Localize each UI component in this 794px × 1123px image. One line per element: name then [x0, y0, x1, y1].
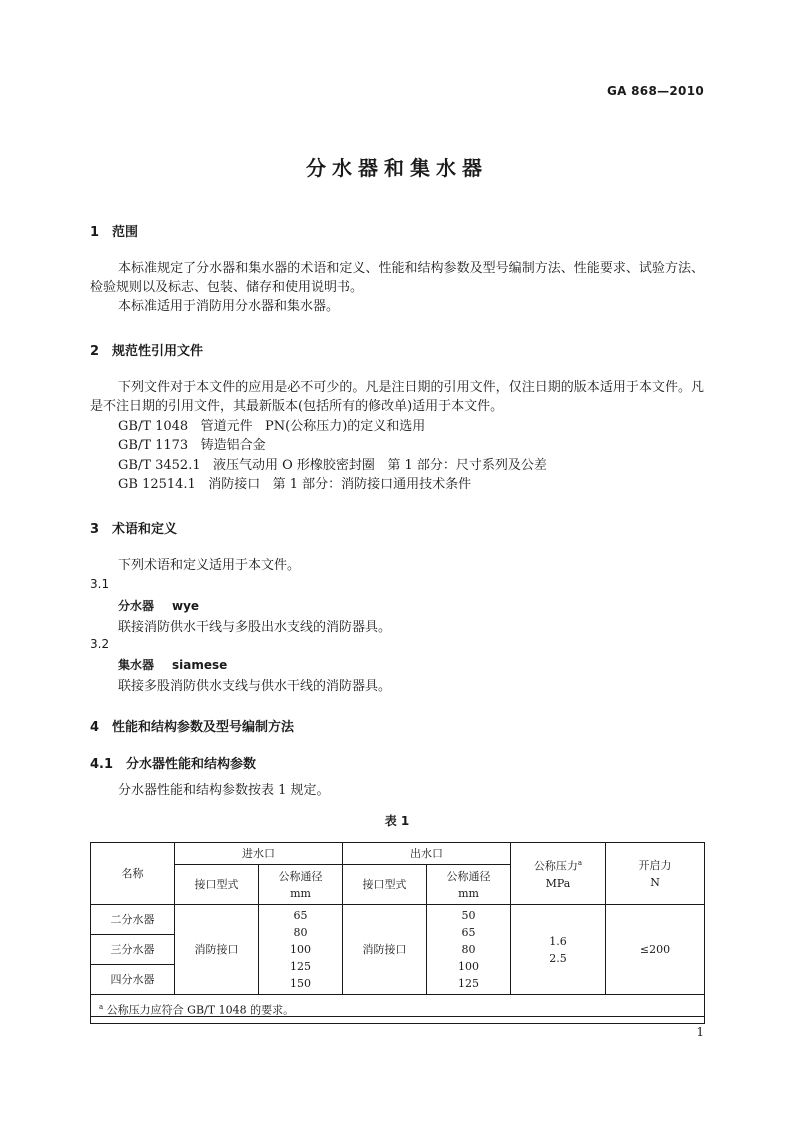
- term-definition: 联接多股消防供水支线与供水干线的消防器具。: [118, 679, 392, 694]
- outlet-dia-cell: [427, 905, 511, 995]
- reference-item: GB/T 1048 管道元件 PN(公称压力)的定义和选用: [118, 419, 426, 434]
- dia-label: 公称通径: [446, 869, 491, 883]
- paragraph: 本标准规定了分水器和集水器的术语和定义、性能和结构参数及型号编制方法、性能要求、试验方法、检验规则以及标志、包装、储存和使用说明书。: [90, 261, 704, 295]
- section-1-body: [90, 259, 704, 316]
- dia-label: 公称通径: [278, 869, 323, 883]
- term-cn: 分水器: [118, 599, 155, 613]
- term-number: 3.1: [90, 577, 110, 591]
- paragraph: 下列文件对于本文件的应用是必不可少的。凡是注日期的引用文件，仅注日期的版本适用于本文件。凡是不注日期的引用文件，其最新版本(包括所有的修改单)适用于本文件。: [90, 380, 704, 414]
- section-number: 1: [90, 225, 100, 240]
- section-1-heading: [90, 221, 138, 240]
- header-inlet: 进水口: [175, 843, 343, 865]
- bottom-rule: [90, 1016, 704, 1017]
- inlet-dia-value: 150: [290, 977, 311, 990]
- section-title: 术语和定义: [112, 522, 178, 537]
- table-row: [91, 905, 705, 935]
- row-name: 三分水器: [91, 935, 175, 964]
- header-opening-force: [606, 843, 705, 905]
- standard-code: GA 868—2010: [606, 84, 704, 98]
- term-number: 3.2: [90, 637, 110, 651]
- inlet-dia-cell: [259, 905, 343, 995]
- force-label: 开启力: [638, 858, 672, 872]
- subsection-4-1-text: [90, 781, 704, 800]
- section-title: 性能和结构参数及型号编制方法: [112, 720, 295, 735]
- outlet-conn-cell: 消防接口: [343, 905, 427, 995]
- pressure-cell: [511, 905, 606, 995]
- section-3-intro: [90, 556, 704, 575]
- subsection-number: 4.1: [90, 757, 114, 772]
- subsection-4-1-heading: [90, 753, 256, 772]
- footnote-mark: a: [99, 1003, 104, 1011]
- footnote-text: 公称压力应符合 GB/T 1048 的要求。: [106, 1003, 295, 1017]
- term-en: wye: [172, 599, 200, 613]
- reference-item: GB/T 1173 铸造铝合金: [118, 438, 266, 453]
- dia-unit: mm: [458, 886, 479, 900]
- table-caption: 表 1: [384, 814, 410, 828]
- paragraph: 分水器性能和结构参数按表 1 规定。: [118, 783, 330, 798]
- page-number: 1: [696, 1025, 704, 1039]
- subsection-title: 分水器性能和结构参数: [126, 757, 257, 772]
- section-2-intro: [90, 378, 704, 416]
- header-outlet-dia: [427, 865, 511, 905]
- pressure-value: 2.5: [549, 951, 567, 965]
- table-footnote-row: [91, 995, 705, 1024]
- spec-table: [90, 842, 705, 1024]
- paragraph: 下列术语和定义适用于本文件。: [118, 558, 301, 573]
- dia-unit: mm: [290, 886, 311, 900]
- paragraph: 本标准适用于消防用分水器和集水器。: [118, 299, 340, 314]
- pressure-label: 公称压力: [533, 859, 578, 873]
- section-number: 2: [90, 344, 100, 359]
- table-header-row: [91, 843, 705, 865]
- pressure-unit: MPa: [545, 876, 571, 890]
- header-outlet: 出水口: [343, 843, 511, 865]
- section-3-heading: [90, 518, 177, 537]
- section-title: 范围: [112, 225, 139, 240]
- row-name: 四分水器: [91, 964, 175, 994]
- section-2-heading: [90, 340, 203, 359]
- inlet-dia-value: 80: [293, 926, 308, 939]
- term-name: [118, 656, 227, 673]
- section-4-heading: [90, 716, 294, 735]
- reference-item: GB/T 3452.1 液压气动用 O 形橡胶密封圈 第 1 部分：尺寸系列及公差: [118, 458, 547, 473]
- outlet-dia-value: 50: [461, 909, 476, 922]
- opening-force-cell: ≤200: [606, 905, 705, 995]
- section-title: 规范性引用文件: [112, 344, 204, 359]
- reference-item: GB 12514.1 消防接口 第 1 部分：消防接口通用技术条件: [118, 477, 472, 492]
- header-pressure: [511, 843, 606, 905]
- outlet-dia-value: 65: [461, 926, 476, 939]
- header-outlet-conn: 接口型式: [343, 865, 427, 905]
- force-unit: N: [650, 875, 660, 889]
- inlet-dia-value: 65: [293, 909, 308, 922]
- outlet-dia-value: 80: [461, 943, 476, 956]
- header-inlet-conn: 接口型式: [175, 865, 259, 905]
- inlet-dia-value: 100: [290, 943, 311, 956]
- row-name: 二分水器: [91, 905, 175, 935]
- document-title: 分水器和集水器: [306, 156, 488, 180]
- inlet-conn-cell: 消防接口: [175, 905, 259, 995]
- term-definition: 联接消防供水干线与多股出水支线的消防器具。: [118, 620, 392, 635]
- table-footnote: [91, 995, 705, 1024]
- pressure-value: 1.6: [549, 934, 567, 948]
- term-name: [118, 597, 199, 614]
- term-cn: 集水器: [118, 658, 155, 672]
- inlet-dia-value: 125: [290, 960, 311, 973]
- header-name: 名称: [91, 843, 175, 905]
- header-inlet-dia: [259, 865, 343, 905]
- section-number: 4: [90, 720, 100, 735]
- section-number: 3: [90, 522, 100, 537]
- footnote-mark: a: [577, 859, 583, 868]
- outlet-dia-value: 125: [458, 977, 479, 990]
- outlet-dia-value: 100: [458, 960, 479, 973]
- term-en: siamese: [172, 658, 228, 672]
